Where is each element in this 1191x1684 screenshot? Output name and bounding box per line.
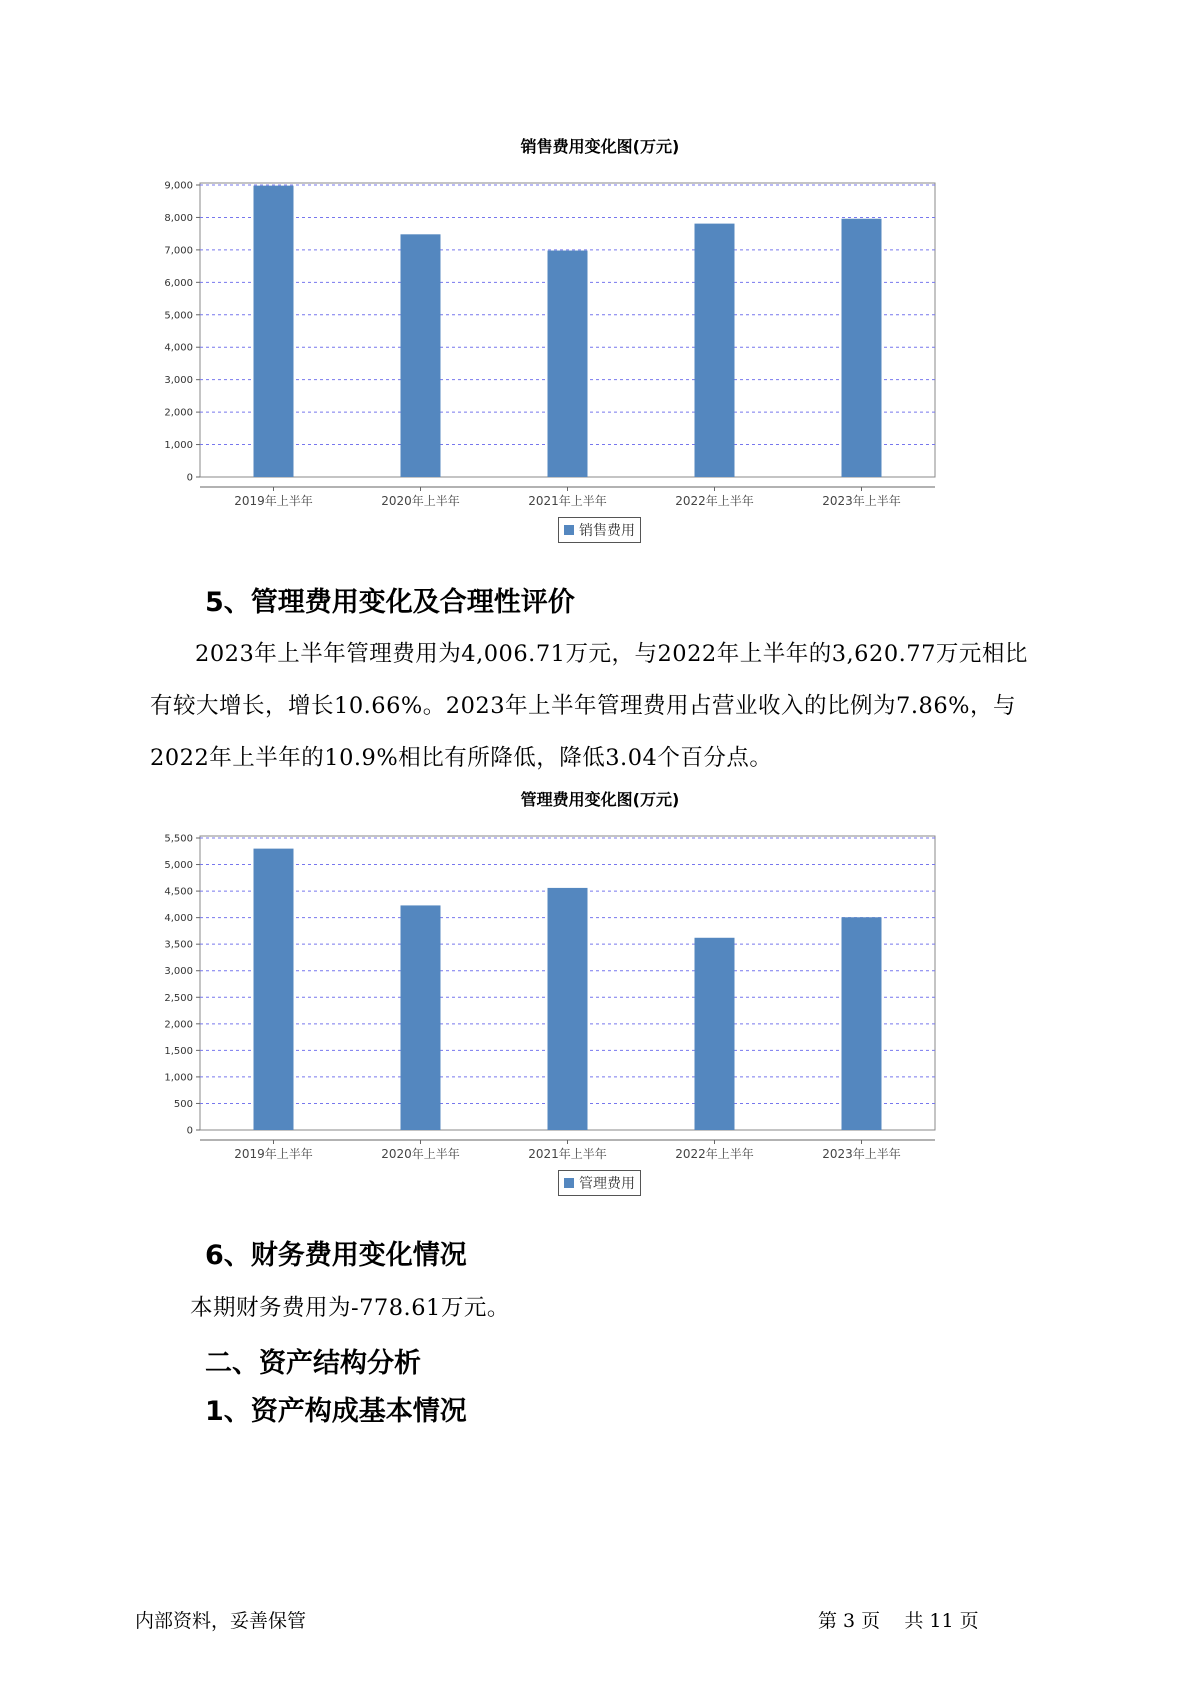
part-heading-asset-structure: 二、资产结构分析 <box>205 1348 421 1379</box>
y-tick-label: 3,500 <box>164 939 193 951</box>
admin-expense-paragraph: 2023年上半年管理费用为4,006.71万元，与2022年上半年的3,620.77万元相比有较大增长，增长10.66%。2023年上半年管理费用占营业收入的比例为7.86%，与2022年上半年的10.9%相比有所降低，降低3.04个百分点。 <box>150 641 1028 771</box>
chart-legend <box>558 517 641 543</box>
section-heading-finance-expense: 6、财务费用变化情况 <box>205 1240 467 1271</box>
admin-expense-plot <box>164 823 1030 1183</box>
bar <box>254 186 294 477</box>
y-tick-label: 4,000 <box>164 342 193 354</box>
legend-label: 销售费用 <box>579 523 635 539</box>
admin-expense-chart <box>164 783 1030 1203</box>
x-tick-label: 2020年上半年 <box>381 494 460 508</box>
y-tick-label: 3,000 <box>164 375 193 387</box>
finance-expense-paragraph: 本期财务费用为-778.61万元。 <box>190 1295 510 1321</box>
y-tick-label: 5,500 <box>164 833 193 845</box>
bar <box>548 888 588 1130</box>
y-tick-label: 4,500 <box>164 886 193 898</box>
y-tick-label: 8,000 <box>164 212 193 224</box>
x-tick-label: 2022年上半年 <box>675 494 754 508</box>
chart-legend <box>558 1170 641 1196</box>
bar <box>401 234 441 477</box>
x-tick-label: 2023年上半年 <box>822 1147 901 1161</box>
section-heading-admin-expense: 5、管理费用变化及合理性评价 <box>205 587 575 618</box>
y-tick-label: 2,500 <box>164 992 193 1004</box>
legend-swatch <box>564 525 574 535</box>
x-tick-label: 2023年上半年 <box>822 494 901 508</box>
x-tick-label: 2019年上半年 <box>234 494 313 508</box>
y-tick-label: 4,000 <box>164 913 193 925</box>
y-tick-label: 2,000 <box>164 1019 193 1031</box>
y-tick-label: 1,500 <box>164 1045 193 1057</box>
section-heading-asset-composition: 1、资产构成基本情况 <box>205 1396 467 1427</box>
y-tick-label: 5,000 <box>164 310 193 322</box>
footer-confidential-note: 内部资料，妥善保管 <box>135 1610 307 1632</box>
chart-title: 销售费用变化图(万元) <box>520 137 680 156</box>
bar <box>401 905 441 1130</box>
y-tick-label: 0 <box>186 1125 193 1137</box>
legend-label: 管理费用 <box>579 1176 635 1192</box>
chart-title: 管理费用变化图(万元) <box>520 790 680 809</box>
y-tick-label: 5,000 <box>164 860 193 872</box>
bar <box>695 938 735 1130</box>
x-tick-label: 2022年上半年 <box>675 1147 754 1161</box>
x-tick-label: 2019年上半年 <box>234 1147 313 1161</box>
legend-swatch <box>564 1178 574 1188</box>
bar <box>548 251 588 477</box>
sales-expense-chart <box>164 130 1030 550</box>
footer-page-number: 第 3 页 共 11 页 <box>818 1610 979 1632</box>
y-tick-label: 9,000 <box>164 180 193 192</box>
bar <box>254 849 294 1130</box>
y-tick-label: 3,000 <box>164 966 193 978</box>
y-tick-label: 7,000 <box>164 245 193 257</box>
bar <box>842 917 882 1130</box>
y-tick-label: 2,000 <box>164 407 193 419</box>
x-tick-label: 2021年上半年 <box>528 494 607 508</box>
y-tick-label: 6,000 <box>164 277 193 289</box>
y-tick-label: 0 <box>186 472 193 484</box>
x-tick-label: 2020年上半年 <box>381 1147 460 1161</box>
bar <box>842 219 882 477</box>
y-tick-label: 1,000 <box>164 440 193 452</box>
sales-expense-plot <box>164 170 1030 530</box>
y-tick-label: 1,000 <box>164 1072 193 1084</box>
x-tick-label: 2021年上半年 <box>528 1147 607 1161</box>
y-tick-label: 500 <box>173 1098 193 1110</box>
bar <box>695 224 735 477</box>
